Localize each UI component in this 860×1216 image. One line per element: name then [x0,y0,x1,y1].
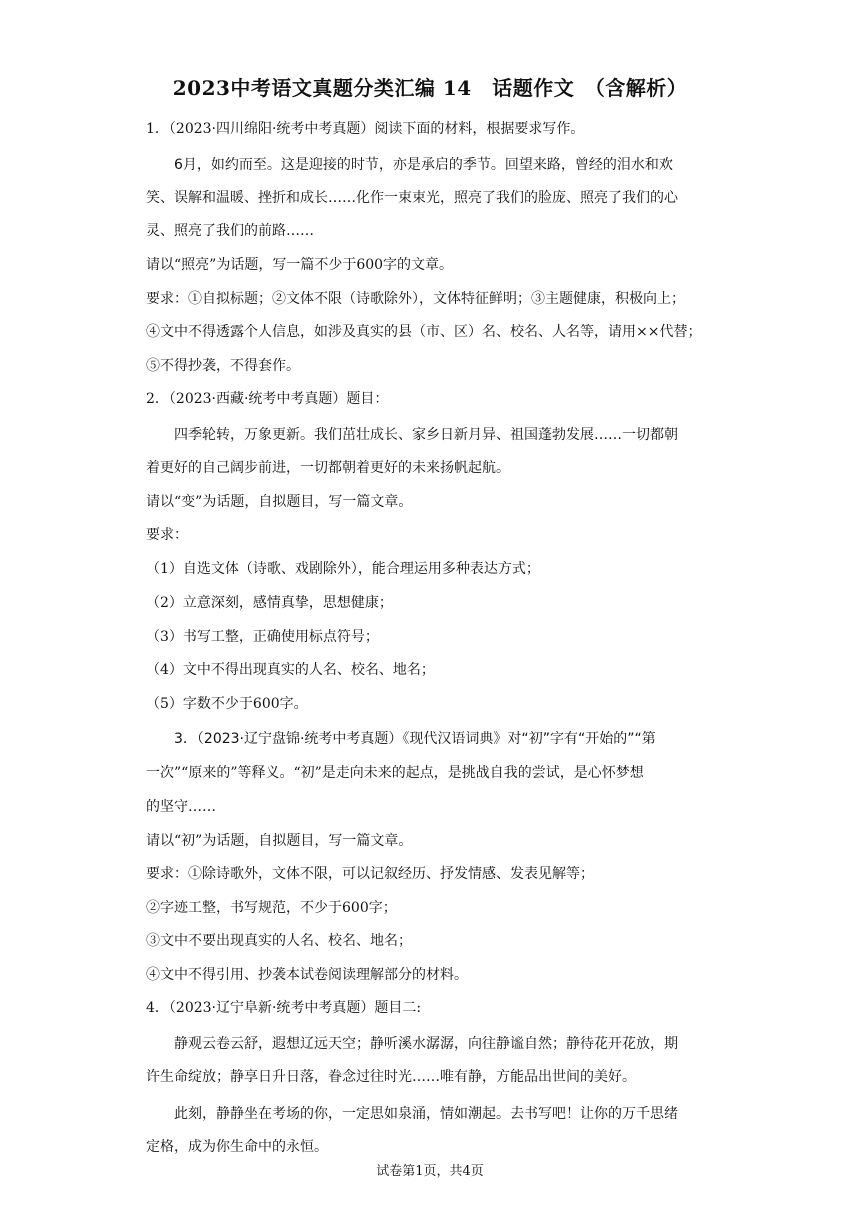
q1-prompt: 请以“照亮”为话题，写一篇不少于600字的文章。 [146,257,454,273]
q1-material-line-2: 笑、误解和温暖、挫折和成长……化作一束束光，照亮了我们的脸庞、照亮了我们的心 [146,190,678,206]
q4-material2-line-2: 定格，成为你生命中的永恒。 [146,1139,328,1155]
q4-material-line-2: 许生命绽放；静享日升日落，眷念过往时光……唯有静，方能品出世间的美好。 [146,1069,636,1085]
q2-requirements-label: 要求： [146,527,188,543]
q3-material-line-2: 一次”“原来的”等释义。“初”是走向未来的起点，是挑战自我的尝试，是心怀梦想 [146,765,644,781]
q1-requirement-1: 要求：①自拟标题；②文体不限（诗歌除外），文体特征鲜明；③主题健康，积极向上； [146,291,685,307]
q1-requirement-2: ④文中不得透露个人信息，如涉及真实的县（市、区）名、校名、人名等，请用××代替； [146,324,702,340]
q3-material-line-1: 3．（2023·辽宁盘锦·统考中考真题）《现代汉语词典》对“初”字有“开始的”“第 [174,731,656,747]
q4-header: 4．（2023·辽宁阜新·统考中考真题）题目二: [146,1000,422,1016]
q2-requirement-3: （3）书写工整，正确使用标点符号； [146,629,379,645]
q2-prompt: 请以“变”为话题，自拟题目，写一篇文章。 [146,494,413,510]
q3-requirement-2: ②字迹工整，书写规范，不少于600字； [146,900,397,916]
q3-material-line-3: 的坚守…… [146,799,216,815]
q2-requirement-4: （4）文中不得出现真实的人名、校名、地名； [146,662,435,678]
q2-requirement-1: （1）自选文体（诗歌、戏剧除外），能合理运用多种表达方式； [146,561,540,577]
q2-material-line-1: 四季轮转，万象更新。我们茁壮成长、家乡日新月异、祖国蓬勃发展……一切都朝 [174,427,678,443]
page-footer: 试卷第1页，共4页 [376,1164,484,1179]
q1-requirement-3: ⑤不得抄袭，不得套作。 [146,358,300,374]
q3-requirement-3: ③文中不要出现真实的人名、校名、地名； [146,933,412,949]
q1-material-line-3: 灵、照亮了我们的前路…… [146,223,314,239]
document-title: 2023中考语文真题分类汇编 14 话题作文 （含解析） [172,76,688,100]
q4-material-line-1: 静观云卷云舒，遐想辽远天空；静听溪水潺潺，向往静谧自然；静待花开花放，期 [174,1036,678,1052]
q3-prompt: 请以“初”为话题，自拟题目，写一篇文章。 [146,833,413,849]
q2-header: 2．（2023·西藏·统考中考真题）题目： [146,391,389,407]
q2-requirement-2: （2）立意深刻，感情真挚，思想健康； [146,595,393,611]
q3-requirement-1: 要求：①除诗歌外，文体不限，可以记叙经历、抒发情感、发表见解等； [146,866,594,882]
q2-requirement-5: （5）字数不少于600字。 [146,696,308,712]
q4-material2-line-1: 此刻，静静坐在考场的你，一定思如泉涌，情如潮起。去书写吧！让你的万千思绪 [174,1106,678,1122]
q2-material-line-2: 着更好的自己阔步前进，一切都朝着更好的未来扬帆起航。 [146,460,510,476]
q1-material-line-1: 6月，如约而至。这是迎接的时节，亦是承启的季节。回望来路，曾经的泪水和欢 [174,157,673,173]
q3-requirement-4: ④文中不得引用、抄袭本试卷阅读理解部分的材料。 [146,967,468,983]
q1-header: 1．（2023·四川绵阳·统考中考真题）阅读下面的材料，根据要求写作。 [146,121,585,137]
